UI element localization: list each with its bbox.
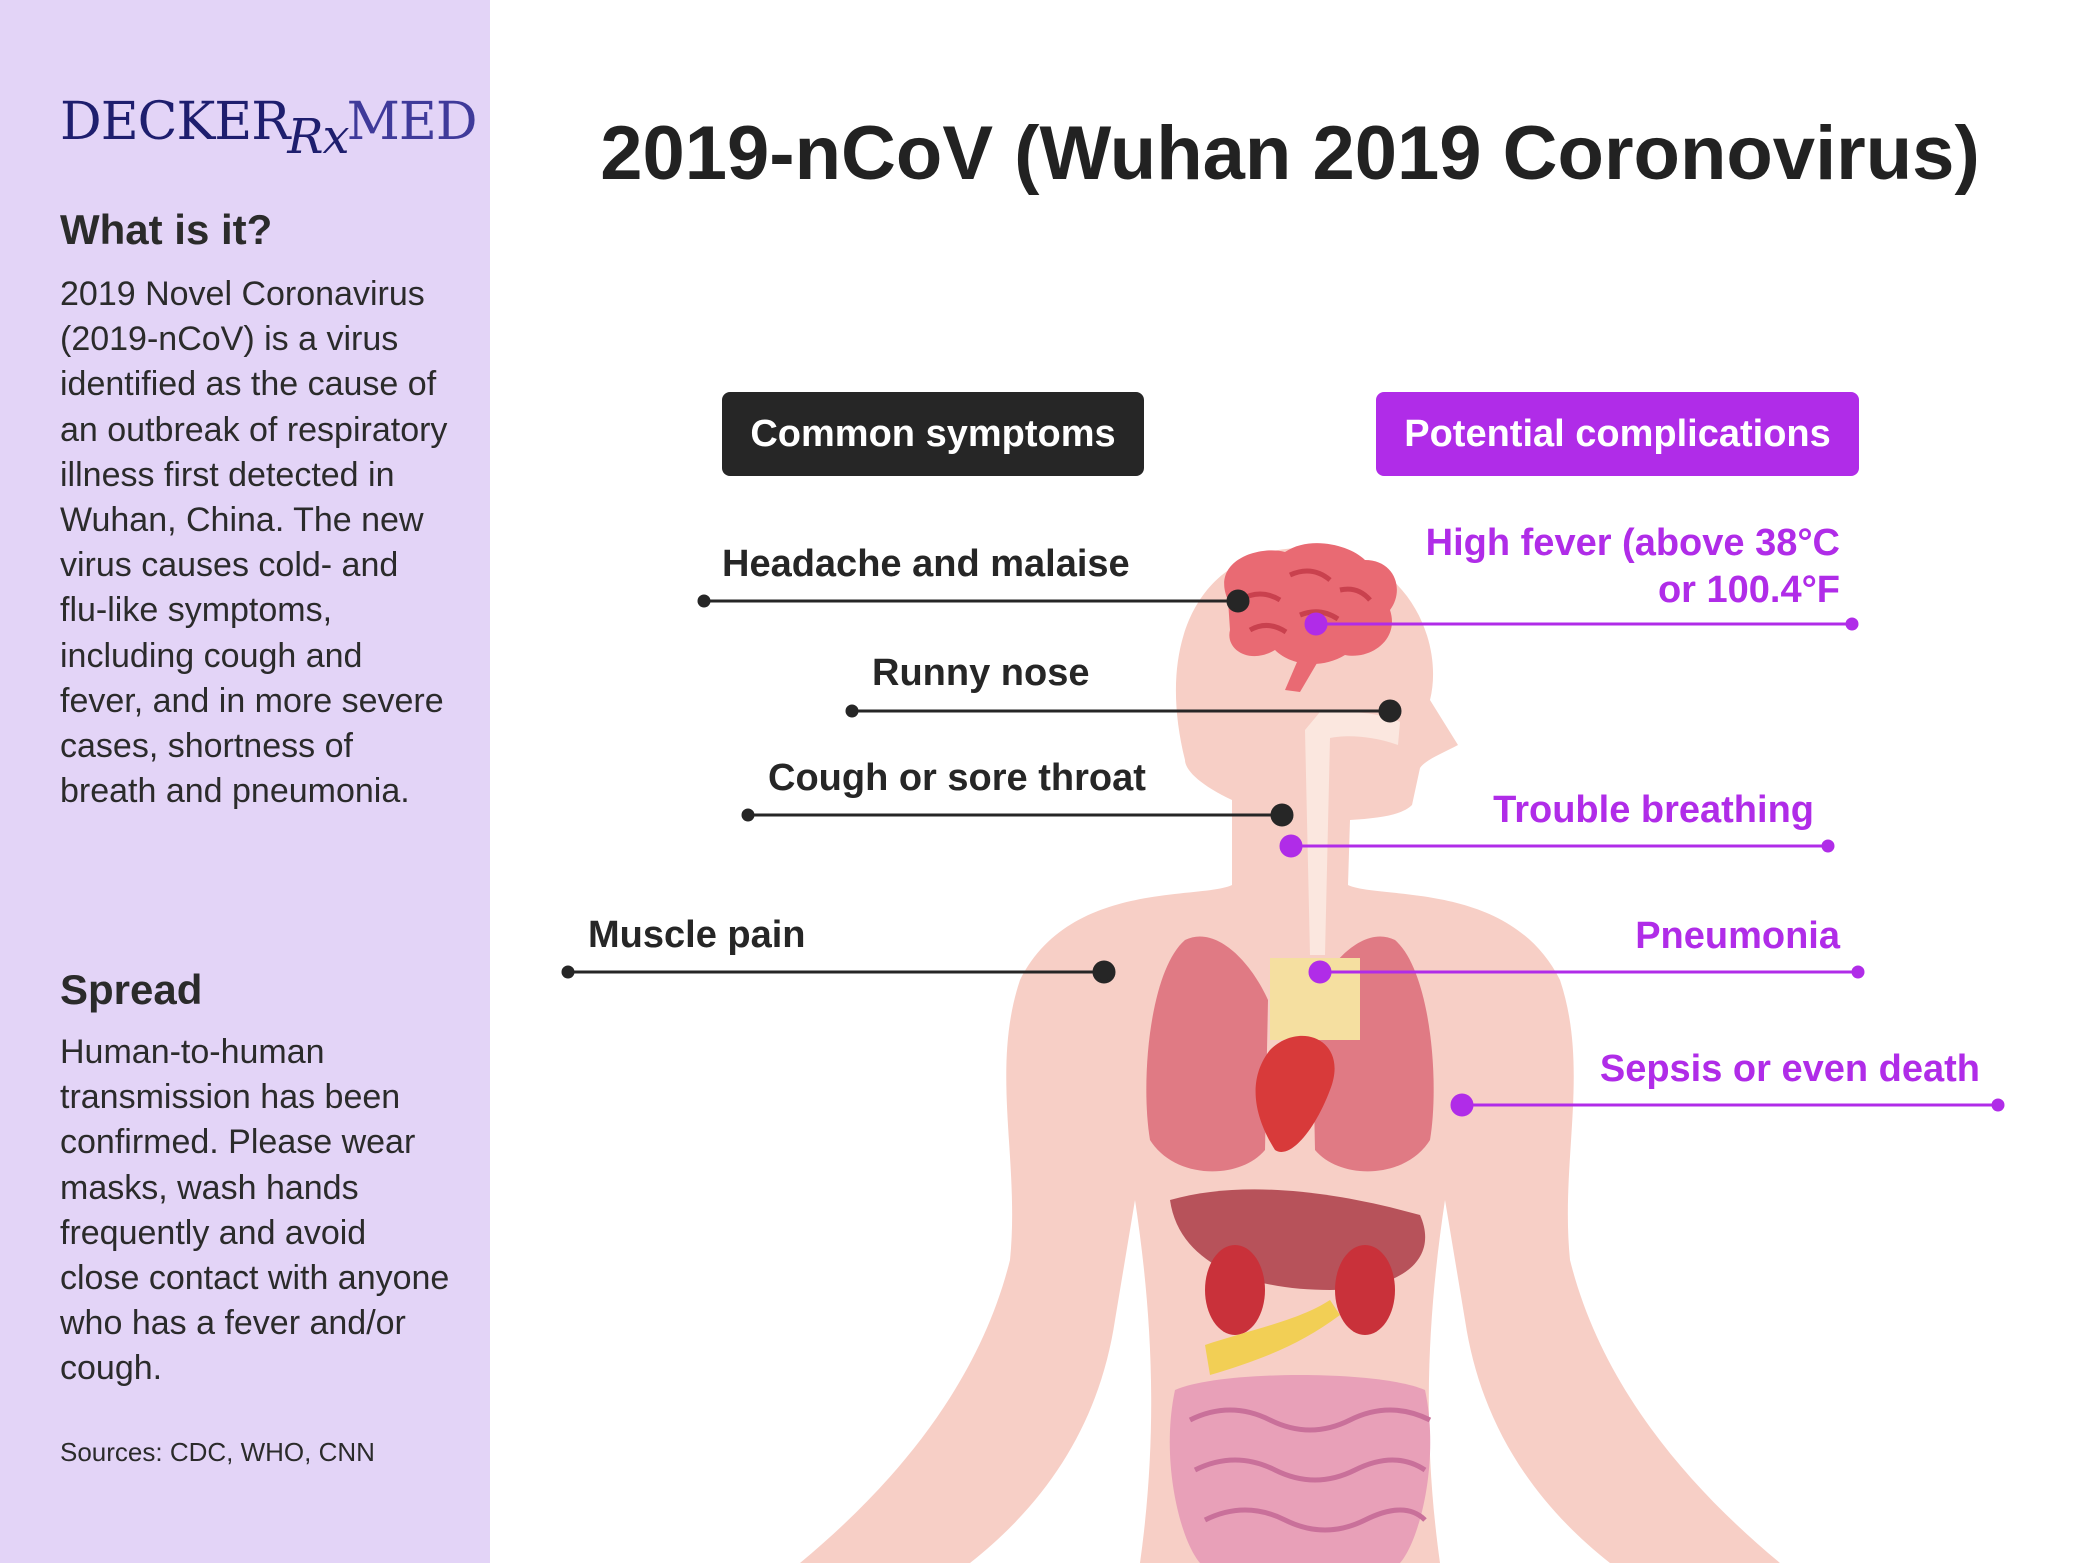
symptom-cough: Cough or sore throat [768,757,1146,799]
page-title: 2019-nCoV (Wuhan 2019 Coronovirus) [600,111,1980,196]
logo-text-decker: DECKER [60,92,290,152]
high-fever-line-2: or 100.4°F [1657,569,1840,611]
complication-high-fever [1426,520,1840,614]
symptom-headache: Headache and malaise [722,543,1130,585]
symptom-runny-nose: Runny nose [872,652,1090,694]
high-fever-line-1: High fever (above 38°C [1425,522,1840,564]
logo-text-rx: Rx [287,109,349,165]
spread-heading: Spread [60,966,203,1013]
complication-sepsis: Sepsis or even death [1599,1048,1980,1090]
common-symptoms-tag: Common symptoms [722,392,1144,476]
symptom-muscle-pain: Muscle pain [588,914,806,956]
potential-complications-tag: Potential complications [1376,392,1859,476]
sources-note: Sources: CDC, WHO, CNN [60,1437,375,1467]
logo-text-med: MED [346,92,477,152]
what-heading: What is it? [60,206,273,253]
what-text: 2019 Novel Coronavirus (2019-nCoV) is a virus identified as the cause of an outbreak of respiratory illness first detected in Wuhan, China. The new virus causes cold- and flu-like symptoms, including cough and fever, and in more severe cases, shortness of breath and pneumonia. [60,275,448,811]
complication-pneumonia: Pneumonia [1635,915,1840,957]
complication-trouble-breathing: Trouble breathing [1493,789,1814,831]
spread-text: Human-to-human transmission has been confirmed. Please wear masks, wash hands frequently and avoid close contact with anyone who has a fever and/or cough. [60,1033,450,1388]
